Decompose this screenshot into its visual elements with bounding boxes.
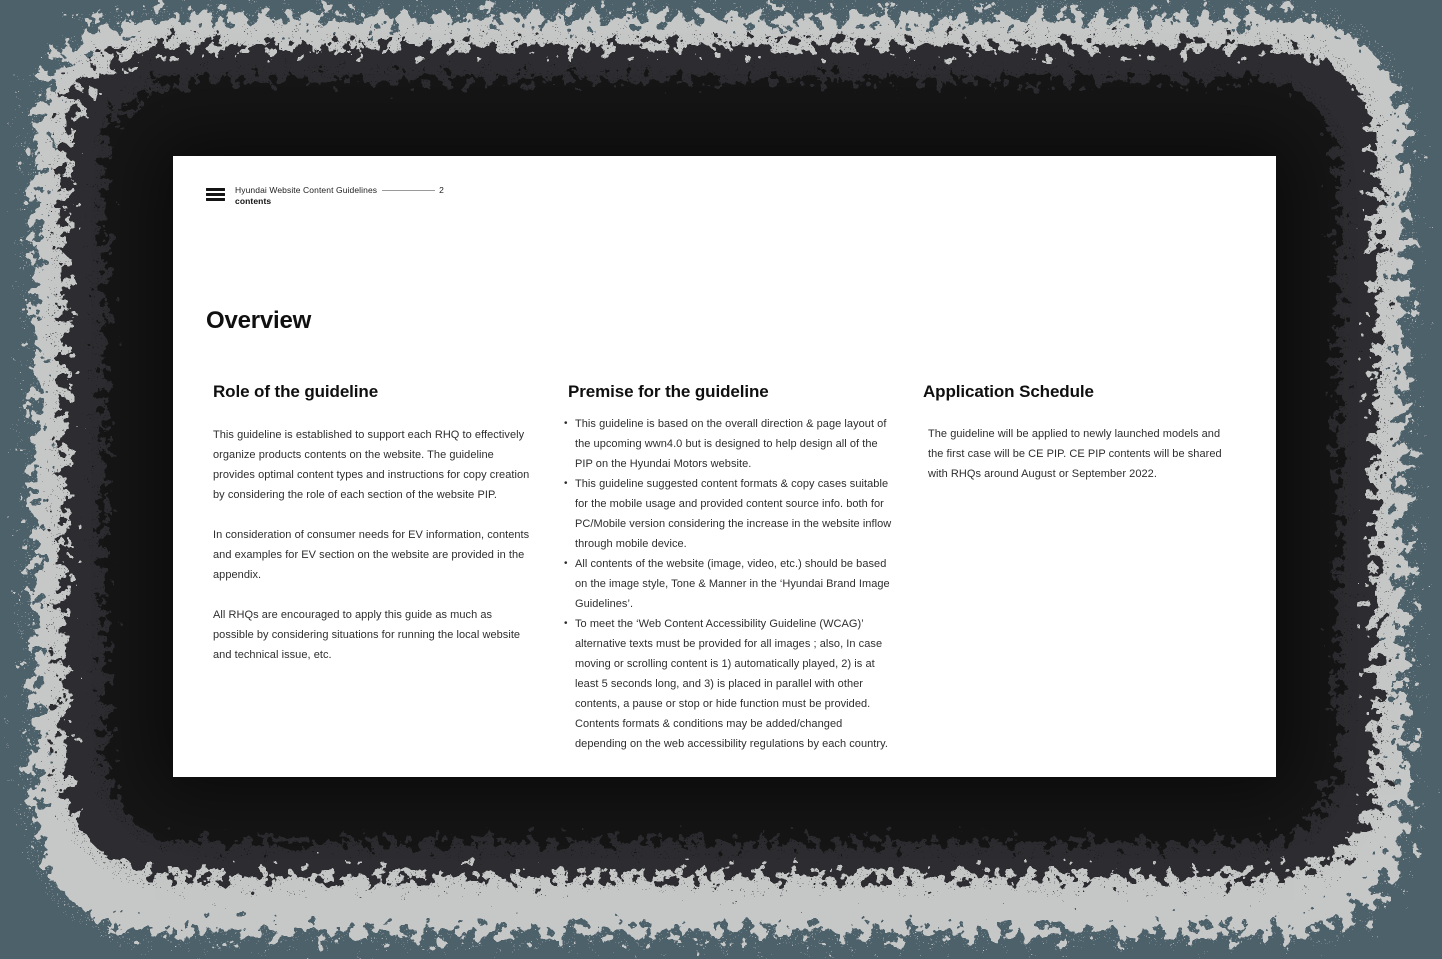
header (206, 185, 444, 207)
bullet-text: All contents of the website (image, video, etc.) should be based on the image style, Tone & Manner in the ‘Hyundai Brand Image Guidelines’. (575, 558, 890, 610)
paragraph: In consideration of consumer needs for EV information, contents and examples for EV section on the website are provided in the appendix. (213, 529, 530, 581)
bullet-text: This guideline suggested content formats & copy cases suitable for the mobile usage and provided content source info. both for PC/Mobile version considering the increase in the website inflow through mobile device. (575, 478, 892, 550)
list-item (564, 614, 896, 754)
page-title: Overview (206, 307, 312, 334)
paragraph: This guideline is established to support each RHQ to effectively organize products contents on the website. The guideline provides optimal content types and instructions for copy creation by considering the role of each section of the website PIP. (213, 429, 530, 501)
column-role-of-guideline (213, 381, 535, 665)
header-divider (382, 190, 435, 191)
section-label: contents (235, 196, 272, 206)
bullet-icon: • (564, 418, 568, 429)
column-heading: Premise for the guideline (568, 382, 769, 401)
paragraph: All RHQs are encouraged to apply this guide as much as possible by considering situations for running the local website and technical issue, etc. (213, 609, 521, 661)
document-title: Hyundai Website Content Guidelines (235, 185, 378, 195)
bullet-icon: • (564, 478, 568, 489)
header-text (235, 185, 444, 207)
column-application-schedule (923, 381, 1225, 484)
column-heading: Application Schedule (923, 382, 1094, 401)
bullet-text: To meet the ‘Web Content Accessibility Guideline (WCAG)’ alternative texts must be provided for all images ; also, In case moving or scrolling content is 1) automatically played, 2) is at least 5 seconds long, and 3) is placed in parallel with other contents, a pause or stop or hide function must be provided. Contents formats & conditions may be added/changed depending on the web accessibility regulations by each country. (575, 618, 888, 750)
bullet-icon: • (564, 618, 568, 629)
column-heading: Role of the guideline (213, 382, 379, 401)
list-item (564, 474, 896, 554)
slide-card (173, 156, 1276, 777)
list-item (564, 414, 896, 474)
column-premise-for-guideline (564, 381, 896, 754)
bullet-icon: • (564, 558, 568, 569)
hamburger-menu-icon[interactable] (206, 188, 225, 201)
bullet-text: This guideline is based on the overall direction & page layout of the upcoming wwn4.0 but is designed to help design all of the PIP on the Hyundai Motors website. (575, 418, 887, 470)
list-item (564, 554, 896, 614)
page-number: 2 (439, 185, 444, 195)
paragraph: The guideline will be applied to newly launched models and the first case will be CE PIP. CE PIP contents will be shared with RHQs around August or September 2022. (928, 428, 1222, 480)
bullet-list (564, 414, 896, 754)
